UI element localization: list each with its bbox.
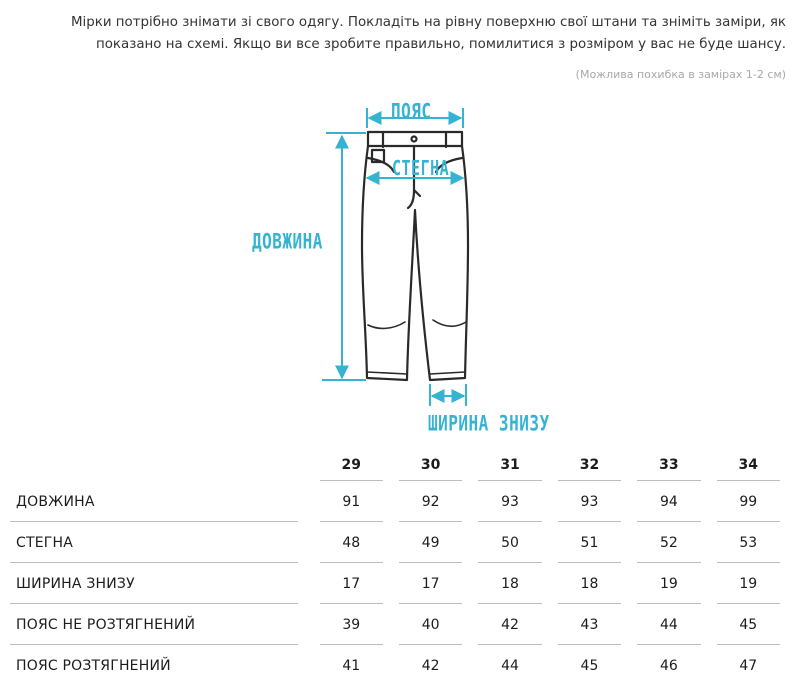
size-header: 34 [709,449,788,481]
table-cell: 47 [739,657,758,674]
table-cell: 46 [659,657,678,674]
table-row [10,645,788,686]
table-cell: 17 [391,563,470,604]
table-cell: 52 [629,522,708,563]
table-cell: 45 [709,604,788,645]
row-label: СТЕГНА [10,522,312,563]
table-cell: 18 [470,563,549,604]
table-cell: 92 [391,481,470,522]
table-cell: 50 [470,522,549,563]
measurement-guides [322,108,466,406]
table-row [10,563,788,604]
header-corner [10,449,312,481]
waist-label: ПОЯС [391,98,432,124]
measurement-error-note: (Можлива похибка в замірах 1-2 см) [575,68,786,81]
table-cell: 42 [421,657,440,674]
table-cell: 19 [629,563,708,604]
table-cell: 48 [312,522,391,563]
table-cell: 94 [629,481,708,522]
table-cell: 41 [342,657,361,674]
table-row [10,604,788,645]
size-header: 31 [470,449,549,481]
intro-line-2: показано на схемі. Якщо ви все зробите правильно, помилитися з розміром у вас не буде шансу. [95,37,786,52]
table-cell: 44 [629,604,708,645]
table-cell: 49 [391,522,470,563]
row-label: ПОЯС РОЗТЯГНЕНИЙ [16,657,171,674]
table-cell: 39 [312,604,391,645]
row-label: ШИРИНА ЗНИЗУ [10,563,312,604]
table-cell: 99 [709,481,788,522]
table-cell: 93 [550,481,629,522]
table-cell: 44 [501,657,519,674]
intro-line-1: Мірки потрібно знімати зі свого одягу. Покладіть на рівну поверхню свої штани та зніміть заміри, як [70,15,786,30]
size-header: 30 [391,449,470,481]
size-header: 32 [550,449,629,481]
bottom-width-label: ШИРИНА ЗНИЗУ [428,410,550,436]
table-cell: 43 [550,604,629,645]
row-label: ПОЯС НЕ РОЗТЯГНЕНИЙ [10,604,312,645]
table-cell: 40 [391,604,470,645]
length-label: ДОВЖИНА [252,228,323,254]
table-cell: 42 [470,604,549,645]
table-cell: 91 [312,481,391,522]
table-cell: 17 [312,563,391,604]
table-row [10,481,788,522]
row-label: ДОВЖИНА [10,481,312,522]
table-cell: 45 [580,657,599,674]
table-row [10,522,788,563]
size-chart-table [10,449,788,686]
table-cell: 19 [709,563,788,604]
table-cell: 93 [470,481,549,522]
table-cell: 51 [550,522,629,563]
table-cell: 53 [709,522,788,563]
size-header: 29 [312,449,391,481]
size-header: 33 [629,449,708,481]
table-cell: 18 [550,563,629,604]
size-header-row [10,449,788,481]
hips-label: СТЕГНА [392,156,450,181]
